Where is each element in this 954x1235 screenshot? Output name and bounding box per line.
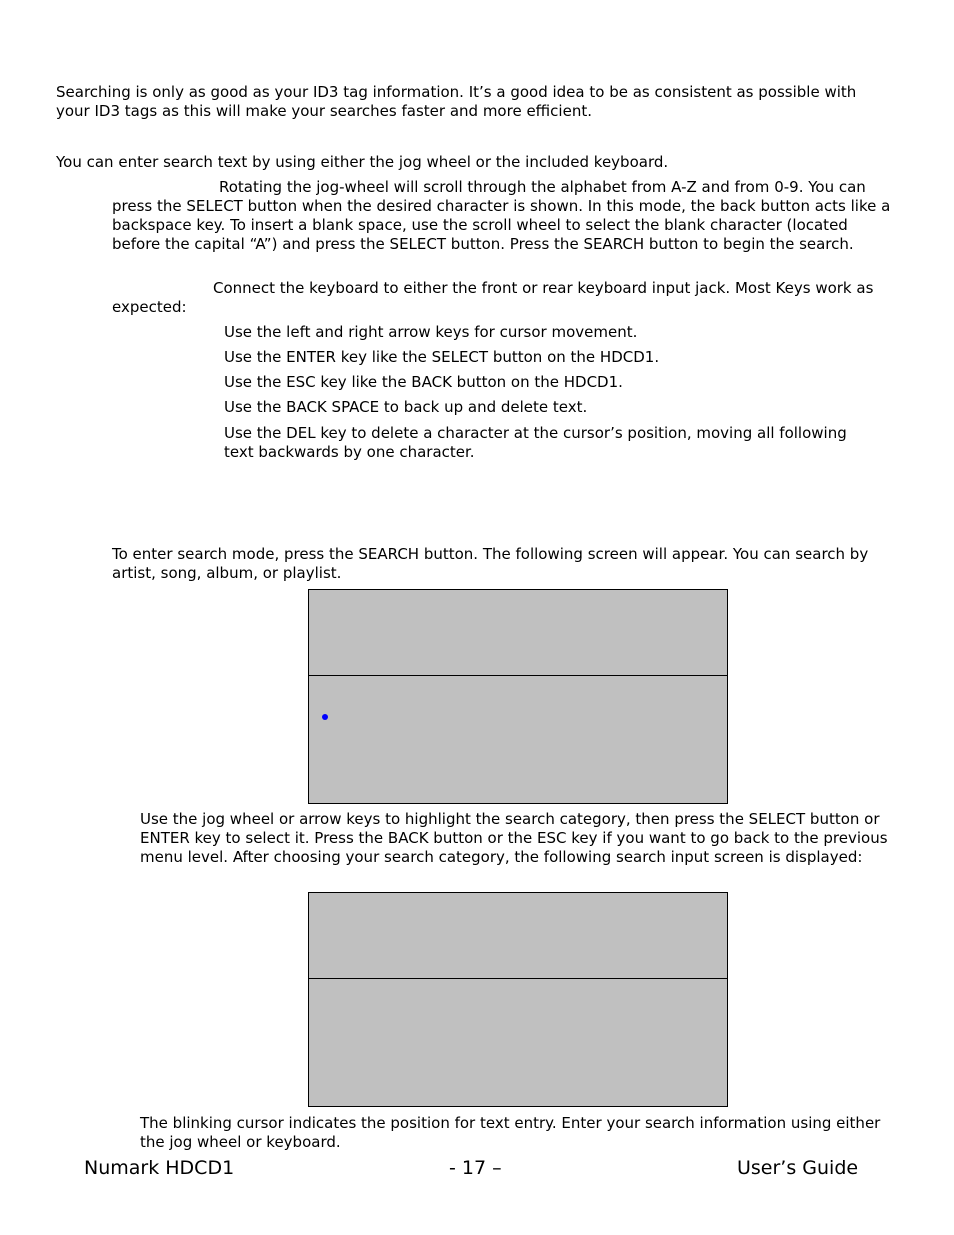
selection-dot-icon — [322, 714, 328, 720]
footer-page-number: - 17 – — [449, 1157, 502, 1179]
keyboard-item-4: Use the BACK SPACE to back up and delete text. — [224, 398, 588, 416]
screen-header-area — [309, 893, 727, 979]
intro-paragraph-1: Searching is only as good as your ID3 tag information. It’s a good idea to be as consistent as possible with your ID3 tags as this will make your searches faster and more efficient. — [56, 83, 857, 120]
jog-wheel-paragraph: Rotating the jog-wheel will scroll through the alphabet from A-Z and from 0-9. You can press the SELECT button when the desired character is shown. In this mode, the back button acts like a backspace key. To insert a blank space, use the scroll wheel to select the blank character (located before the capital “A”) and press the SELECT button. Press the SEARCH button to begin the search. — [112, 178, 891, 253]
search-mode-paragraph: To enter search mode, press the SEARCH button. The following screen will appear. You can search by artist, song, album, or playlist. — [112, 545, 869, 582]
footer-product-name: Numark HDCD1 — [84, 1157, 235, 1179]
search-input-screen — [308, 892, 728, 1107]
footer-guide-title: User’s Guide — [737, 1157, 859, 1179]
keyboard-item-5: Use the DEL key to delete a character at the cursor’s position, moving all following text backwards by one character. — [224, 424, 847, 461]
keyboard-item-1: Use the left and right arrow keys for cursor movement. — [224, 323, 638, 341]
intro-paragraph-2: You can enter search text by using either the jog wheel or the included keyboard. — [56, 153, 669, 171]
keyboard-item-3: Use the ESC key like the BACK button on the HDCD1. — [224, 373, 623, 391]
keyboard-paragraph: Connect the keyboard to either the front or rear keyboard input jack. Most Keys work as expected: — [112, 279, 874, 316]
keyboard-item-2: Use the ENTER key like the SELECT button on the HDCD1. — [224, 348, 660, 366]
screen-header-area — [309, 590, 727, 676]
cursor-paragraph: The blinking cursor indicates the position for text entry. Enter your search information using either the jog wheel or keyboard. — [140, 1114, 881, 1151]
search-category-screen — [308, 589, 728, 804]
search-category-paragraph: Use the jog wheel or arrow keys to highlight the search category, then press the SELECT button or ENTER key to select it. Press the BACK button or the ESC key if you want to go back to the previous menu level. After choosing your search category, the following search input screen is displayed: — [140, 810, 888, 866]
